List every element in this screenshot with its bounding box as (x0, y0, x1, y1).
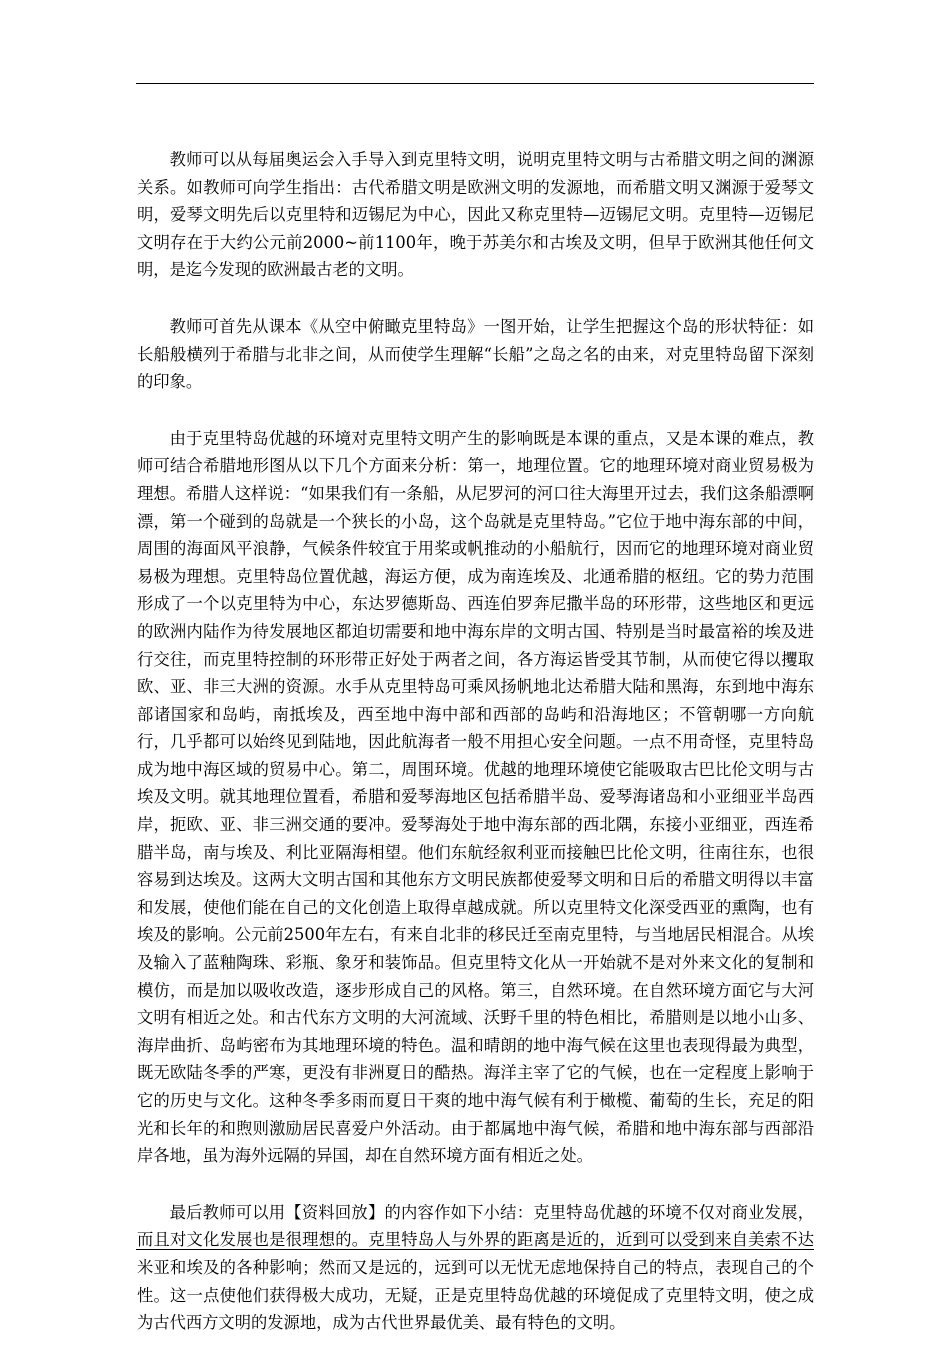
document-body (137, 146, 814, 1366)
paragraph-intro: 教师可以从每届奥运会入手导入到克里特文明，说明克里特文明与古希腊文明之间的渊源关系。如教师可向学生指出：古代希腊文明是欧洲文明的发源地，而希腊文明又渊源于爱琴文明，爱琴文明先后以克里特和迈锡尼为中心，因此又称克里特—迈锡尼文明。克里特—迈锡尼文明存在于大约公元前2000~前1100年，晚于苏美尔和古埃及文明，但早于欧洲其他任何文明，是迄今发现的欧洲最古老的文明。 (137, 150, 814, 280)
paragraph-island-shape: 教师可首先从课本《从空中俯瞰克里特岛》一图开始，让学生把握这个岛的形状特征：如长船般横列于希腊与北非之间，从而使学生理解“长船”之岛之名的由来，对克里特岛留下深刻的印象。 (137, 316, 814, 392)
header-rule (136, 83, 814, 84)
paragraph-environment-analysis: 由于克里特岛优越的环境对克里特文明产生的影响既是本课的重点，又是本课的难点，教师可结合希腊地形图从以下几个方面来分析：第一，地理位置。它的地理环境对商业贸易极为理想。希腊人这样说：“如果我们有一条船，从尼罗河的河口往大海里开过去，我们这条船漂啊漂，第一个碰到的岛就是一个狭长的小岛，这个岛就是克里特岛。”它位于地中海东部的中间，周围的海面风平浪静，气候条件较宜于用桨或帆推动的小船航行，因而它的地理环境对商业贸易极为理想。克里特岛位置优越，海运方便，成为南连埃及、北通希腊的枢纽。它的势力范围形成了一个以克里特为中心，东达罗德斯岛、西连伯罗奔尼撒半岛的环形带，这些地区和更远的欧洲内陆作为待发展地区都迫切需要和地中海东岸的文明古国、特别是当时最富裕的埃及进行交往，而克里特控制的环形带正好处于两者之间，各方海运皆受其节制，从而使它得以攫取欧、亚、非三大洲的资源。水手从克里特岛可乘风扬帆地北达希腊大陆和黑海，东到地中海东部诸国家和岛屿，南抵埃及，西至地中海中部和西部的岛屿和沿海地区；不管朝哪一方向航行，几乎都可以始终见到陆地，因此航海者一般不用担心安全问题。一点不用奇怪，克里特岛成为地中海区域的贸易中心。第二，周围环境。优越的地理环境使它能吸取古巴比伦文明与古埃及文明。就其地理位置看，希腊和爱琴海地区包括希腊半岛、爱琴海诸岛和小亚细亚半岛西岸，扼欧、亚、非三洲交通的要冲。爱琴海处于地中海东部的西北隅，东接小亚细亚，西连希腊半岛，南与埃及、利比亚隔海相望。他们东航经叙利亚而接触巴比伦文明，往南往东，也很容易到达埃及。这两大文明古国和其他东方文明民族都使爱琴文明和日后的希腊文明得以丰富和发展，使他们能在自己的文化创造上取得卓越成就。所以克里特文化深受西亚的熏陶，也有埃及的影响。公元前2500年左右，有来自北非的移民迁至南克里特，与当地居民相混合。从埃及输入了蓝釉陶珠、彩瓶、象牙和装饰品。但克里特文化从一开始就不是对外来文化的复制和模仿，而是加以吸收改造，逐步形成自己的风格。第三，自然环境。在自然环境方面它与大河文明有相近之处。和古代东方文明的大河流域、沃野千里的特色相比，希腊则是以地小山多、海岸曲折、岛屿密布为其地理环境的特色。温和晴朗的地中海气候在这里也表现得最为典型，既无欧陆冬季的严寒，更没有非洲夏日的酷热。海洋主宰了它的气候，也在一定程度上影响于它的历史与文化。这种冬季多雨而夏日干爽的地中海气候有利于橄榄、葡萄的生长，充足的阳光和长年的和煦则激励居民喜爱户外活动。由于都属地中海气候，希腊和地中海东部与西部沿岸各地，虽为海外远隔的异国，却在自然环境方面有相近之处。 (137, 428, 814, 1166)
footer-rule (136, 1249, 814, 1250)
paragraph-summary: 最后教师可以用【资料回放】的内容作如下小结：克里特岛优越的环境不仅对商业发展，而且对文化发展也是很理想的。克里特岛人与外界的距离是近的，近到可以受到来自美索不达米亚和埃及的各种影响；然而又是远的，远到可以无忧无虑地保持自己的特点，表现自己的个性。这一点使他们获得极大成功，无疑，正是克里特岛优越的环境促成了克里特文明，使之成为古代西方文明的发源地，成为古代世界最优美、最有特色的文明。 (137, 1202, 814, 1333)
